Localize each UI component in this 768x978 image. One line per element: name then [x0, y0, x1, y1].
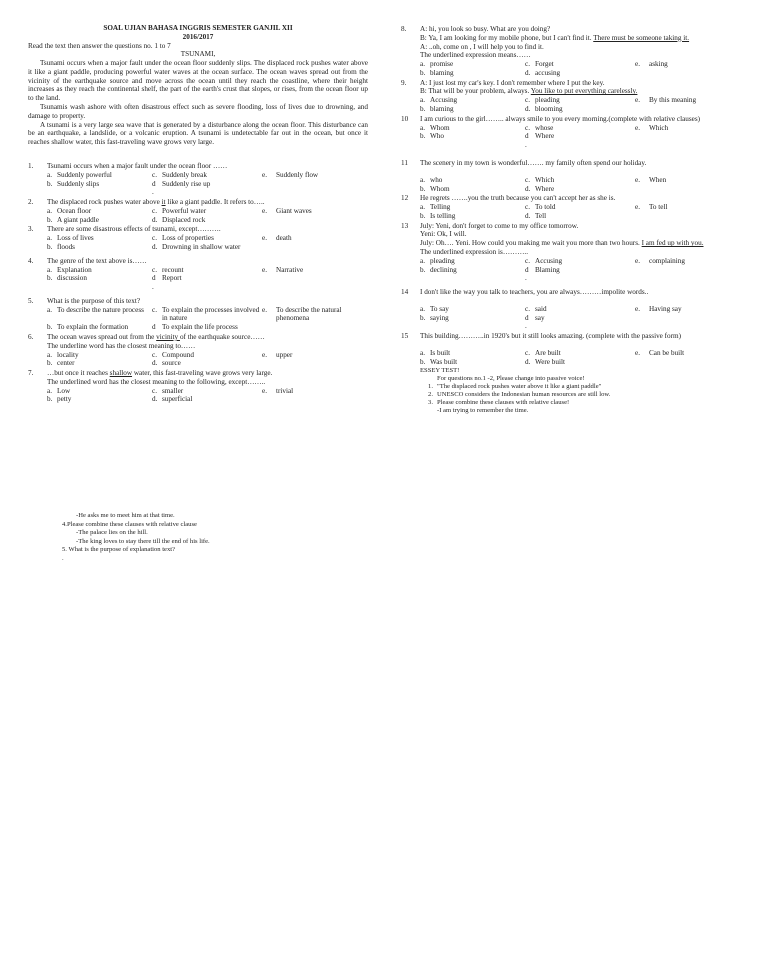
option-b[interactable]: discussion: [57, 274, 87, 283]
question-15: [401, 332, 744, 366]
option-a[interactable]: promise: [430, 60, 454, 69]
option-b[interactable]: declining: [430, 265, 457, 274]
option-letter: d.: [525, 184, 531, 193]
option-letter: b.: [47, 179, 53, 188]
option-b[interactable]: Suddenly slips: [57, 179, 100, 188]
stem-text: B: That will be your problem, always.: [420, 87, 531, 96]
option-letter: c.: [152, 234, 157, 243]
option-a[interactable]: who: [430, 175, 443, 184]
option-letter: a.: [420, 96, 425, 105]
stem-text: The ocean waves spread out from the: [47, 333, 157, 341]
option-c[interactable]: Suddenly break: [162, 170, 207, 179]
question-number: 6.: [28, 333, 34, 341]
option-b[interactable]: petty: [57, 395, 72, 404]
option-letter: b.: [420, 357, 426, 366]
option-letter: e.: [635, 304, 640, 313]
option-e[interactable]: death: [276, 234, 292, 243]
option-letter: c.: [152, 305, 157, 314]
essay-title: ESSEY TEST!: [420, 366, 460, 374]
option-c[interactable]: Are built: [535, 349, 561, 357]
essay-subline: -I am trying to remember the time.: [437, 406, 529, 414]
question-number: 1.: [28, 161, 34, 170]
option-d[interactable]: say: [535, 313, 545, 322]
option-d[interactable]: Displaced rock: [162, 215, 206, 224]
exam-year: 2016/2017: [182, 32, 214, 41]
option-letter: e.: [635, 256, 640, 265]
option-letter: d.: [525, 68, 531, 77]
dialog-line: [420, 239, 744, 248]
passage-paragraph-3: A tsunami is a very large sea wave that is generated by a disturbance along the ocean floor. This disturbance can be an earthquake, a landslide, or a volcanic eruption. A tsunami is undetectable far out in the ocean, but once it reaches shallow water, this fast-traveling wave grows very large.: [28, 120, 368, 147]
option-letter: d: [525, 265, 529, 274]
stray-dot: .: [152, 283, 154, 292]
options: [47, 171, 368, 197]
essay-text: Please combine these clauses with relative clause!: [437, 398, 570, 406]
question-8: [401, 25, 744, 78]
option-a[interactable]: To say: [430, 304, 449, 313]
option-a[interactable]: To describe the nature process: [57, 305, 144, 314]
question-number: 7.: [28, 369, 34, 378]
stem-text: The displaced rock pushes water above: [47, 198, 162, 207]
question-5: [28, 297, 368, 332]
question-7: [28, 369, 368, 404]
option-a[interactable]: Loss of lives: [57, 234, 94, 243]
option-d[interactable]: Blaming: [535, 265, 560, 274]
question-stem: This building………..in 1920's but it still looks amazing. (complete with the passive form): [420, 332, 682, 341]
option-b[interactable]: floods: [57, 242, 75, 251]
question-stem: The scenery in my town is wonderful……. my family often spend our holiday.: [420, 158, 647, 167]
option-c[interactable]: To explain the processes involved in nature: [162, 305, 260, 323]
passage-paragraph-1: Tsunami occurs when a major fault under the ocean floor suddenly slips. The displaced rock pushes water above it like a giant paddle, producing powerful water waves at the ocean surface. The ocean waves spread out from the vicinity of the earthquake source and move across the ocean until they reach the coastline, where their height increases as they reach the continental shelf, the part of the earth's crust that slopes, or rises, from the ocean floor up to the land.: [28, 59, 368, 103]
option-c[interactable]: recount: [162, 265, 184, 274]
option-letter: c.: [152, 265, 157, 274]
option-letter: b.: [47, 395, 53, 404]
option-letter: d: [525, 313, 529, 322]
option-letter: d: [152, 274, 156, 283]
option-letter: d: [152, 179, 156, 188]
option-c[interactable]: Powerful water: [162, 206, 207, 215]
question-number: 13: [401, 221, 409, 230]
option-letter: b.: [47, 215, 53, 224]
question-4: [28, 257, 368, 292]
underlined-expression: There must be someone taking it.: [593, 33, 690, 42]
option-b[interactable]: blaming: [430, 68, 454, 77]
option-d[interactable]: Where: [535, 184, 555, 193]
option-e[interactable]: trivial: [276, 386, 294, 395]
stem-text: B: Ya, I am looking for my mobile phone, but I can't find it.: [420, 33, 594, 42]
option-letter: d.: [152, 215, 158, 224]
dialog-line: A: ..oh, come on , I will help you to find it.: [420, 42, 544, 51]
option-letter: e.: [635, 203, 640, 212]
options: [47, 351, 368, 369]
essay-text: UNESCO considers the Indonesian human resources are still low.: [437, 390, 611, 398]
option-c[interactable]: To told: [535, 203, 556, 212]
essay-item-3: [421, 399, 744, 407]
stem-text: …but once it reaches: [47, 369, 110, 378]
option-b[interactable]: To explain the formation: [57, 323, 129, 332]
bottom-line-3: -The palace lies on the hill.: [76, 529, 148, 537]
dialog-line: [420, 34, 744, 43]
option-e[interactable]: Narrative: [276, 265, 304, 274]
option-letter: b.: [47, 359, 53, 368]
option-e[interactable]: Suddenly flow: [276, 170, 319, 179]
option-letter: b.: [47, 323, 53, 332]
essay-item-1: [421, 383, 744, 391]
option-letter: e.: [262, 305, 267, 314]
option-d[interactable]: source: [162, 359, 181, 368]
option-e[interactable]: To tell: [649, 203, 668, 212]
option-letter: a.: [420, 256, 425, 265]
option-letter: b.: [47, 242, 53, 251]
option-letter: c.: [525, 256, 530, 265]
essay-section: [401, 367, 744, 415]
option-letter: a.: [420, 123, 425, 132]
question-number: 9.: [401, 78, 407, 87]
option-letter: e.: [262, 234, 267, 243]
option-letter: e.: [262, 350, 267, 359]
question-2: [28, 198, 368, 224]
question-number: 12: [401, 194, 409, 203]
option-a[interactable]: Explanation: [57, 265, 92, 274]
options: [420, 176, 744, 194]
option-e[interactable]: asking: [649, 60, 668, 69]
passage-paragraph-2: Tsunamis wash ashore with often disastrous effect such as severe flooding, loss of lives due to drowning, and damage to property.: [28, 103, 368, 120]
question-stem-2: The underline word has the closest meaning to……: [47, 341, 196, 350]
option-b[interactable]: blaming: [430, 105, 454, 114]
essay-item-2: [421, 391, 744, 399]
question-6: [28, 333, 368, 368]
right-column: [401, 24, 744, 415]
essay-intro: For questions no.1 -2, Please change into passive voice!: [437, 374, 585, 382]
option-letter: b.: [420, 265, 426, 274]
option-a[interactable]: Low: [57, 386, 71, 395]
option-letter: b.: [47, 274, 53, 283]
option-c[interactable]: Loss of properties: [162, 234, 214, 243]
option-a[interactable]: locality: [57, 350, 79, 359]
stray-dot: .: [152, 188, 154, 197]
option-d[interactable]: Where: [535, 132, 555, 141]
option-c[interactable]: Compound: [162, 350, 194, 359]
options: [420, 203, 744, 221]
option-letter: c.: [152, 350, 157, 359]
option-c[interactable]: whose: [535, 123, 554, 132]
stem-text: of the earthquake source……: [179, 333, 265, 341]
question-stem: I don't like the way you talk to teachers, you are always………impolite words..: [420, 288, 649, 297]
question-stem-2: The underlined word has the closest meaning to the following, except……..: [47, 377, 266, 386]
dialog-line: [420, 87, 744, 96]
essay-text: "The displaced rock pushes water above it like a giant paddle": [437, 382, 602, 390]
option-c[interactable]: Accusing: [535, 256, 563, 265]
option-c[interactable]: Forget: [535, 60, 554, 69]
option-letter: c.: [525, 175, 530, 184]
option-c[interactable]: pleading: [535, 96, 560, 105]
bottom-line-4: -The king loves to stay there till the end of his life.: [76, 537, 210, 545]
dialog-line: July: Yeni, don't forget to come to my office tomorrow.: [420, 221, 579, 230]
option-d[interactable]: blooming: [535, 105, 563, 114]
option-letter: c.: [525, 203, 530, 212]
underlined-expression: I am fed up with you.: [641, 239, 704, 248]
option-b[interactable]: Whom: [430, 184, 450, 193]
options: [47, 207, 368, 225]
question-number: 15: [401, 332, 409, 341]
option-letter: e.: [262, 265, 267, 274]
option-letter: e.: [262, 170, 267, 179]
option-letter: a.: [420, 349, 425, 357]
option-letter: d.: [152, 242, 158, 251]
option-letter: e.: [635, 349, 640, 357]
options: [47, 306, 368, 332]
essay-list: [401, 383, 744, 415]
option-letter: a.: [47, 170, 52, 179]
option-d[interactable]: superficial: [162, 395, 193, 404]
option-letter: b.: [420, 105, 426, 114]
option-e[interactable]: Giant waves: [276, 206, 312, 215]
essay-number: 2.: [428, 390, 433, 398]
option-letter: c.: [525, 60, 530, 69]
option-letter: c.: [525, 96, 530, 105]
question-stem: Tsunami occurs when a major fault under the ocean floor ……: [47, 161, 228, 170]
option-d[interactable]: Drowning in shallow water: [162, 242, 241, 251]
option-b[interactable]: A giant paddle: [57, 215, 99, 224]
question-number: 5.: [28, 296, 34, 305]
option-c[interactable]: said: [535, 304, 547, 313]
option-e[interactable]: Can be built: [649, 349, 685, 357]
option-letter: c.: [152, 206, 157, 215]
stem-text: like a giant paddle. It refers to…..: [165, 198, 265, 207]
option-letter: a.: [420, 60, 425, 69]
question-14: [401, 288, 744, 331]
question-9: [401, 79, 744, 114]
question-number: 10: [401, 114, 409, 123]
underlined-word: shallow: [109, 369, 133, 378]
options: [420, 60, 744, 78]
question-3: [28, 225, 368, 251]
option-e[interactable]: upper: [276, 350, 293, 359]
question-number: 4.: [28, 256, 34, 265]
underlined-word: it: [161, 198, 166, 207]
option-letter: b.: [420, 313, 426, 322]
option-letter: b.: [420, 68, 426, 77]
option-b[interactable]: center: [57, 359, 75, 368]
option-d[interactable]: Suddenly rise up: [162, 179, 211, 188]
option-letter: d.: [525, 211, 531, 220]
question-stem: What is the purpose of this text?: [47, 296, 141, 305]
option-letter: a.: [420, 304, 425, 313]
option-a[interactable]: Whom: [430, 123, 450, 132]
option-c[interactable]: Which: [535, 175, 555, 184]
option-letter: e.: [635, 175, 640, 184]
option-letter: a.: [47, 350, 52, 359]
question-stem: The underlined expression means……: [420, 51, 531, 60]
option-d[interactable]: Tell: [535, 211, 547, 220]
option-b[interactable]: Was built: [430, 357, 458, 366]
option-letter: e.: [262, 206, 267, 215]
stray-dot: .: [525, 141, 527, 150]
option-letter: d.: [525, 105, 531, 114]
option-letter: d: [525, 132, 529, 141]
option-letter: b.: [420, 184, 426, 193]
question-number: 3.: [28, 225, 34, 234]
bottom-line-5: 5. What is the purpose of explanation text?: [62, 546, 176, 554]
option-b[interactable]: Who: [430, 132, 444, 141]
option-letter: d: [152, 323, 156, 332]
option-c[interactable]: smaller: [162, 386, 184, 395]
option-e[interactable]: Which: [649, 123, 669, 132]
option-a[interactable]: Accusing: [430, 96, 458, 105]
option-letter: e.: [635, 60, 640, 69]
bottom-line-6: .: [62, 554, 64, 562]
instruction: Read the text then answer the questions no. 1 to 7: [28, 41, 171, 50]
question-stem: [47, 198, 368, 207]
stray-dot: .: [525, 274, 527, 283]
question-1: [28, 162, 368, 197]
option-d[interactable]: Report: [162, 274, 182, 283]
essay-number: 3.: [428, 398, 433, 406]
option-letter: a.: [47, 386, 52, 395]
option-letter: a.: [420, 203, 425, 212]
option-letter: a.: [47, 305, 52, 314]
left-column: [28, 24, 368, 404]
option-d[interactable]: Were built: [535, 357, 565, 366]
question-13: [401, 222, 744, 283]
question-number: 11: [401, 158, 408, 167]
option-letter: d.: [152, 395, 158, 404]
text-title: TSUNAMI,: [180, 50, 216, 59]
options: [420, 257, 744, 283]
option-letter: d.: [525, 357, 531, 366]
option-letter: c.: [152, 170, 157, 179]
option-letter: b.: [420, 211, 426, 220]
exam-title: SOAL UJIAN BAHASA INGGRIS SEMESTER GANJIL XII: [103, 24, 293, 32]
option-a[interactable]: Ocean floor: [57, 206, 92, 215]
question-stem: He regrets …….you the truth because you can't accept her as she is.: [420, 194, 616, 203]
question-stem: I am curious to the girl…….. always smile to you every morning.(complete with relative clauses): [420, 114, 701, 123]
stem-text: July: Oh…. Yeni. How could you making me wait you more than two hours.: [420, 239, 642, 248]
bottom-line-2: 4.Please combine these clauses with relative clause: [62, 520, 197, 528]
question-number: 2.: [28, 198, 34, 207]
option-a[interactable]: pleading: [430, 256, 455, 265]
option-letter: e.: [635, 96, 640, 105]
option-e[interactable]: When: [649, 175, 667, 184]
option-a[interactable]: Suddenly powerful: [57, 170, 112, 179]
option-a[interactable]: Is built: [430, 349, 451, 357]
options: [47, 387, 368, 405]
essay-number: 1.: [428, 382, 433, 390]
option-e[interactable]: Having say: [649, 304, 682, 313]
question-stem: [47, 333, 368, 342]
option-a[interactable]: Telling: [430, 203, 451, 212]
option-letter: a.: [420, 175, 425, 184]
dialog-line: A: hi, you look so busy. What are you doing?: [420, 25, 551, 33]
question-number: 8.: [401, 25, 407, 33]
question-stem: [47, 369, 368, 378]
options: [47, 266, 368, 292]
stem-text: water, this fast-traveling wave grows very large.: [132, 369, 273, 378]
question-stem: The underlined expression is………..: [420, 247, 528, 256]
option-e[interactable]: complaining: [649, 256, 685, 265]
options: [420, 305, 744, 331]
options: [420, 96, 744, 114]
option-b[interactable]: Is telling: [430, 211, 456, 220]
option-letter: c.: [525, 349, 530, 357]
stray-dot: .: [525, 322, 527, 331]
option-letter: c.: [152, 386, 157, 395]
options: [420, 349, 744, 367]
bottom-continuation: [62, 512, 362, 563]
option-letter: c.: [525, 123, 530, 132]
question-12: [401, 194, 744, 220]
option-letter: d.: [152, 359, 158, 368]
option-letter: a.: [47, 265, 52, 274]
option-letter: a.: [47, 206, 52, 215]
question-10: [401, 115, 744, 150]
option-b[interactable]: saying: [430, 313, 449, 322]
underlined-word: vicinity: [156, 333, 180, 341]
options: [420, 124, 744, 150]
option-e[interactable]: By this meaning: [649, 96, 697, 105]
option-letter: c.: [525, 304, 530, 313]
bottom-line-1: -He asks me to meet him at that time.: [76, 512, 175, 519]
question-stem: The genre of the text above is……: [47, 256, 147, 265]
dialog-line: Yeni: Ok, I will.: [420, 230, 467, 239]
option-letter: e.: [635, 123, 640, 132]
question-number: 14: [401, 288, 409, 297]
option-letter: a.: [47, 234, 52, 243]
option-letter: e.: [262, 386, 267, 395]
question-11: [401, 159, 744, 193]
option-letter: b.: [420, 132, 426, 141]
option-d[interactable]: accusing: [535, 68, 561, 77]
dialog-line: A: I just lost my car's key. I don't remember where I put the key.: [420, 78, 605, 87]
option-e[interactable]: To describe the natural phenomena: [276, 305, 342, 323]
option-d[interactable]: To explain the life process: [162, 323, 238, 332]
question-stem: There are some disastrous effects of tsunami, except……….: [47, 225, 221, 234]
options: [47, 234, 368, 252]
underlined-expression: You like to put everything carelessly.: [530, 87, 638, 96]
